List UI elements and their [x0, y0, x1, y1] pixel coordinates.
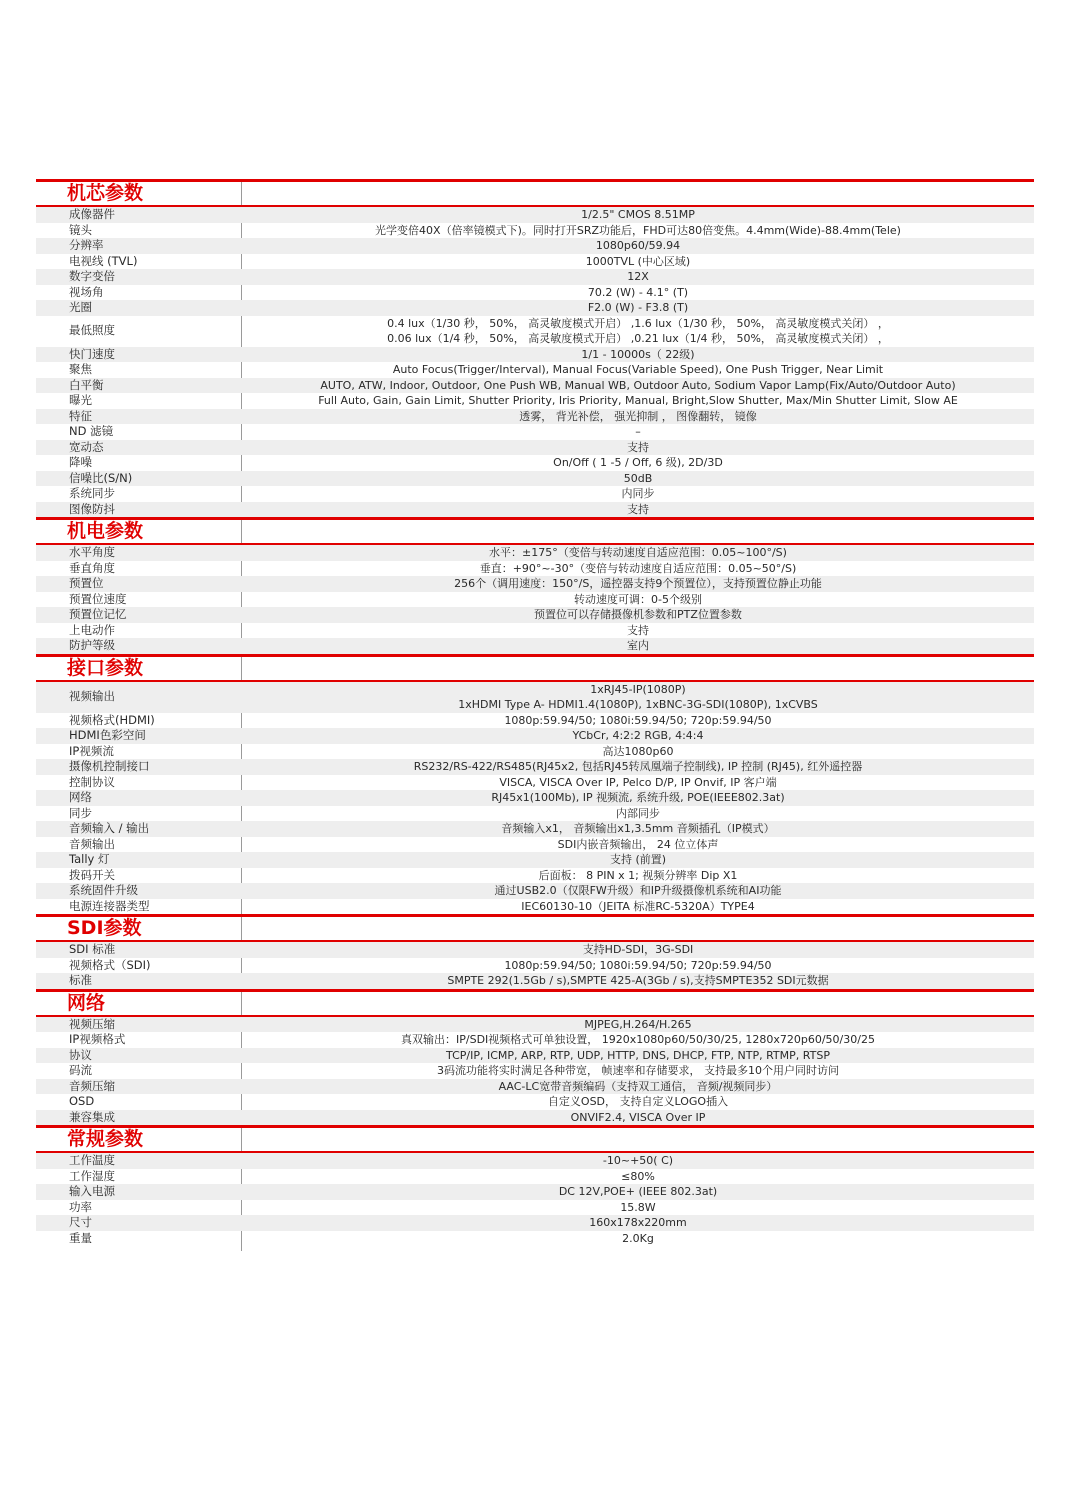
- spec-row: [36, 1079, 1034, 1095]
- spec-row: [36, 269, 1034, 285]
- spec-value: [242, 806, 1034, 822]
- spec-value: [242, 592, 1034, 608]
- spec-sheet: [36, 179, 1034, 1246]
- spec-value-line: 1xRJ45-IP(1080P): [590, 682, 686, 696]
- spec-value: [242, 759, 1034, 775]
- spec-label: 电视线 (TVL): [69, 253, 138, 268]
- spec-value: [242, 1184, 1034, 1200]
- spec-label: 同步: [69, 805, 92, 820]
- spec-label: IP视频流: [69, 743, 114, 758]
- spec-value: [242, 362, 1034, 378]
- spec-row: [36, 1153, 1034, 1169]
- spec-label: 特征: [69, 408, 92, 423]
- spec-row: [36, 1063, 1034, 1079]
- spec-label: 垂直角度: [69, 560, 115, 575]
- spec-value-line: 垂直：+90°~-30°（变倍与转动速度自适应范围：0.05~50°/S): [479, 561, 797, 575]
- spec-row: [36, 1048, 1034, 1064]
- spec-row: [36, 1017, 1034, 1033]
- spec-label: Tally 灯: [69, 852, 110, 866]
- spec-row: [36, 868, 1034, 884]
- spec-value-line: 1000TVL (中心区域): [585, 254, 691, 268]
- spec-value-line: Full Auto, Gain, Gain Limit, Shutter Priority, Iris Priority, Manual, Bright,Slow Shutter, Max/Min Shutter Limit, Slow AE: [318, 394, 958, 407]
- spec-row: [36, 607, 1034, 623]
- spec-value-line: 支持 (前置): [609, 853, 667, 866]
- spec-value-line: ONVIF2.4, VISCA Over IP: [570, 1110, 706, 1124]
- spec-label: 音频输出: [69, 836, 115, 851]
- spec-value-line: TCP/IP, ICMP, ARP, RTP, UDP, HTTP, DNS, DHCP, FTP, NTP, RTMP, RTSP: [446, 1048, 830, 1062]
- spec-label: 重量: [69, 1230, 92, 1245]
- spec-row: [36, 638, 1034, 654]
- spec-value: [242, 1169, 1034, 1185]
- section-title: 常规参数: [67, 1128, 144, 1150]
- spec-value: [242, 1079, 1034, 1095]
- spec-label: 视频格式（SDI): [69, 957, 151, 972]
- section-title: SDI参数: [67, 917, 142, 939]
- spec-value: [242, 607, 1034, 623]
- spec-row: [36, 728, 1034, 744]
- spec-label: 宽动态: [69, 439, 104, 454]
- spec-value: [242, 285, 1034, 301]
- spec-value-line: 支持: [627, 440, 649, 454]
- spec-label: 白平衡: [69, 377, 104, 392]
- spec-label: 预置位: [69, 576, 104, 590]
- section-header: [36, 989, 1034, 1017]
- spec-label: ND 滤镜: [69, 424, 114, 438]
- spec-label: 分辨率: [69, 238, 104, 252]
- spec-label: 兼容集成: [69, 1109, 115, 1124]
- spec-value-line: 真双输出：IP/SDI视频格式可单独设置， 1920x1080p60/50/30/25, 1280x720p60/50/30/25: [401, 1033, 875, 1046]
- spec-value: [242, 207, 1034, 223]
- spec-value-line: DC 12V,POE+ (IEEE 802.3at): [558, 1185, 718, 1198]
- spec-value: [242, 973, 1034, 989]
- spec-label: 输入电源: [69, 1184, 115, 1198]
- spec-value-line: 3码流功能将实时满足各种带宽， 帧速率和存储要求， 支持最多10个用户同时访问: [437, 1064, 839, 1077]
- spec-value: [242, 821, 1034, 837]
- spec-label: 尺寸: [69, 1215, 92, 1229]
- section-rows: [36, 545, 1034, 654]
- spec-section: [36, 989, 1034, 1126]
- spec-label: 信噪比(S/N): [69, 470, 133, 485]
- section-rows: [36, 207, 1034, 517]
- section-rows: [36, 942, 1034, 989]
- spec-value-line: F2.0 (W) - F3.8 (T): [587, 301, 689, 314]
- spec-label: HDMI色彩空间: [69, 728, 146, 742]
- spec-value: [242, 440, 1034, 456]
- spec-value-line: 转动速度可调：0-5个级别: [574, 592, 702, 606]
- spec-label: 标准: [69, 973, 92, 987]
- spec-value: [242, 883, 1034, 899]
- spec-row: [36, 942, 1034, 958]
- section-header: [36, 179, 1034, 207]
- spec-row: [36, 806, 1034, 822]
- spec-label: 码流: [69, 1063, 92, 1077]
- spec-value: [242, 269, 1034, 285]
- spec-value-line: –: [635, 425, 641, 438]
- spec-row: [36, 775, 1034, 791]
- spec-row: [36, 1215, 1034, 1231]
- spec-value: [242, 790, 1034, 806]
- spec-value: [242, 561, 1034, 577]
- spec-value: [242, 1063, 1034, 1079]
- spec-row: [36, 899, 1034, 915]
- spec-value-line: 50dB: [623, 471, 653, 485]
- spec-row: [36, 790, 1034, 806]
- spec-section: [36, 179, 1034, 517]
- spec-label: 电源连接器类型: [69, 898, 150, 913]
- spec-value: [242, 316, 1034, 347]
- spec-value-line: 1080p60/59.94: [595, 239, 681, 252]
- spec-value: [242, 393, 1034, 409]
- spec-row: [36, 207, 1034, 223]
- spec-value-line: SMPTE 292(1.5Gb / s),SMPTE 425-A(3Gb / s),支持SMPTE352 SDI元数据: [447, 974, 829, 987]
- spec-label: 最低照度: [69, 323, 115, 338]
- spec-value-line: 内同步: [621, 487, 655, 500]
- spec-label: 预置位记忆: [69, 607, 127, 621]
- spec-row: [36, 1200, 1034, 1216]
- section-rows: [36, 1153, 1034, 1246]
- spec-row: [36, 623, 1034, 639]
- spec-label: 预置位速度: [69, 591, 127, 606]
- spec-value-line: SDI内嵌音频输出， 24 位立体声: [557, 837, 719, 851]
- spec-row: [36, 347, 1034, 363]
- spec-value-line: 70.2 (W) - 4.1° (T): [587, 285, 689, 299]
- spec-value-line: On/Off ( 1 -5 / Off, 6 级), 2D/3D: [553, 456, 723, 469]
- spec-label: 数字变倍: [69, 269, 115, 283]
- spec-row: [36, 713, 1034, 729]
- spec-value-line: 支持: [627, 623, 649, 637]
- section-title: 接口参数: [67, 656, 144, 679]
- spec-value: [242, 1032, 1034, 1048]
- spec-label: OSD: [69, 1094, 95, 1108]
- spec-value-line: ≤80%: [621, 1169, 655, 1183]
- spec-value: [242, 378, 1034, 394]
- spec-row: [36, 254, 1034, 270]
- spec-section: [36, 654, 1034, 915]
- spec-row: [36, 1231, 1034, 1247]
- spec-value-line: MJPEG,H.264/H.265: [584, 1017, 692, 1031]
- spec-value-line: 音频输入x1， 音频输出x1,3.5mm 音频插孔（IP模式）: [501, 822, 775, 835]
- spec-value-line: 1/1 - 10000s（ 22级): [581, 347, 695, 361]
- spec-value-line: 后面板： 8 PIN x 1; 视频分辨率 Dip X1: [538, 868, 738, 882]
- spec-label: 水平角度: [69, 545, 115, 559]
- spec-label: 拨码开关: [69, 867, 115, 882]
- spec-label: 防护等级: [69, 638, 115, 652]
- spec-value-line: -10~+50( C): [602, 1154, 674, 1167]
- spec-row: [36, 1110, 1034, 1126]
- spec-value-line: 1xHDMI Type A- HDMI1.4(1080P), 1xBNC-3G-SDI(1080P), 1xCVBS: [458, 698, 818, 711]
- section-title: 机芯参数: [67, 182, 144, 204]
- spec-value-line: 1080p:59.94/50; 1080i:59.94/50; 720p:59.94/50: [504, 958, 772, 972]
- spec-row: [36, 852, 1034, 868]
- spec-row: [36, 682, 1034, 713]
- spec-label: 协议: [69, 1047, 92, 1062]
- spec-label: 控制协议: [69, 774, 115, 789]
- spec-label: 音频输入 / 输出: [69, 821, 150, 835]
- spec-row: [36, 545, 1034, 561]
- spec-row: [36, 486, 1034, 502]
- spec-label: 网络: [69, 790, 92, 804]
- spec-row: [36, 378, 1034, 394]
- spec-value-line: 内部同步: [616, 806, 660, 820]
- spec-row: [36, 502, 1034, 518]
- spec-label: 视频输出: [69, 689, 115, 704]
- spec-value-line: 自定义OSD， 支持自定义LOGO插入: [547, 1095, 729, 1108]
- spec-row: [36, 362, 1034, 378]
- spec-value: [242, 486, 1034, 502]
- spec-value: [242, 638, 1034, 654]
- spec-row: [36, 958, 1034, 974]
- spec-row: [36, 592, 1034, 608]
- spec-row: [36, 455, 1034, 471]
- spec-value: [242, 1017, 1034, 1033]
- spec-value-line: 1080p:59.94/50; 1080i:59.94/50; 720p:59.94/50: [504, 713, 772, 727]
- section-rows: [36, 1017, 1034, 1126]
- spec-label: 视频压缩: [69, 1016, 115, 1031]
- spec-row: [36, 1032, 1034, 1048]
- spec-value-line: 室内: [627, 639, 649, 652]
- spec-row: [36, 576, 1034, 592]
- section-header: [36, 517, 1034, 545]
- spec-value-line: VISCA, VISCA Over IP, Pelco D/P, IP Onvif, IP 客户端: [499, 775, 777, 789]
- spec-value: [242, 254, 1034, 270]
- spec-label: 曝光: [69, 393, 92, 407]
- spec-row: [36, 316, 1034, 347]
- section-title: 网络: [67, 991, 106, 1014]
- spec-value-line: 光学变倍40X（倍率镜模式下)。同时打开SRZ功能后，FHD可达80倍变焦。4.4mm(Wide)-88.4mm(Tele): [375, 223, 901, 237]
- spec-label: 降噪: [69, 455, 92, 469]
- spec-row: [36, 759, 1034, 775]
- spec-value-line: RJ45x1(100Mb), IP 视频流, 系统升级, POE(IEEE802.3at): [491, 791, 785, 804]
- spec-value: [242, 958, 1034, 974]
- spec-row: [36, 238, 1034, 254]
- spec-value-line: 水平：±175°（变倍与转动速度自适应范围：0.05~100°/S): [489, 546, 787, 559]
- section-header: [36, 914, 1034, 942]
- spec-row: [36, 1184, 1034, 1200]
- spec-row: [36, 285, 1034, 301]
- spec-value: [242, 713, 1034, 729]
- spec-row: [36, 973, 1034, 989]
- section-header: [36, 654, 1034, 682]
- spec-value: [242, 852, 1034, 868]
- spec-value-line: AAC-LC宽带音频编码（支持双工通信， 音频/视频同步）: [498, 1079, 778, 1093]
- spec-row: [36, 821, 1034, 837]
- section-rows: [36, 682, 1034, 915]
- spec-row: [36, 409, 1034, 425]
- spec-value-line: AUTO, ATW, Indoor, Outdoor, One Push WB, Manual WB, Outdoor Auto, Sodium Vapor Lamp(Fix/Auto/Outdoor Auto): [320, 378, 956, 392]
- spec-label: 聚焦: [69, 362, 92, 376]
- spec-label: 系统固件升级: [69, 883, 138, 897]
- spec-value: [242, 409, 1034, 425]
- spec-value: [242, 744, 1034, 760]
- spec-value-line: 0.06 lux（1/4 秒， 50%， 高灵敏度模式开启） ,0.21 lux（1/4 秒， 50%， 高灵敏度模式关闭） ，: [387, 332, 889, 345]
- spec-label: 系统同步: [69, 486, 115, 500]
- spec-value: [242, 775, 1034, 791]
- spec-value: [242, 424, 1034, 440]
- spec-value-line: YCbCr, 4:2:2 RGB, 4:4:4: [572, 729, 704, 742]
- spec-value: [242, 300, 1034, 316]
- spec-row: [36, 561, 1034, 577]
- spec-value: [242, 455, 1034, 471]
- spec-value-line: 预置位可以存储摄像机参数和PTZ位置参数: [534, 608, 742, 621]
- spec-label: 功率: [69, 1199, 92, 1214]
- spec-label: 镜头: [69, 222, 92, 237]
- section-header: [36, 1125, 1034, 1153]
- spec-value: [242, 1231, 1034, 1247]
- spec-label: 图像防抖: [69, 501, 115, 516]
- spec-value-line: 1/2.5" CMOS 8.51MP: [581, 208, 695, 221]
- spec-row: [36, 883, 1034, 899]
- spec-value: [242, 1048, 1034, 1064]
- spec-value: [242, 682, 1034, 713]
- spec-value-line: 0.4 lux（1/30 秒， 50%， 高灵敏度模式开启） ,1.6 lux（1/30 秒， 50%， 高灵敏度模式关闭） ，: [387, 316, 889, 330]
- spec-value: [242, 471, 1034, 487]
- spec-label: 摄像机控制接口: [69, 759, 150, 773]
- spec-label: IP视频格式: [69, 1032, 126, 1046]
- spec-value: [242, 347, 1034, 363]
- spec-value: [242, 1215, 1034, 1231]
- spec-row: [36, 744, 1034, 760]
- spec-value-line: 12X: [627, 270, 649, 283]
- spec-value-line: 15.8W: [620, 1200, 656, 1214]
- spec-section: [36, 1125, 1034, 1246]
- spec-row: [36, 300, 1034, 316]
- spec-value: [242, 545, 1034, 561]
- spec-label: 光圈: [69, 300, 92, 314]
- section-title: 机电参数: [67, 520, 144, 542]
- spec-value: [242, 728, 1034, 744]
- spec-value-line: RS232/RS-422/RS485(RJ45x2, 包括RJ45转凤凰端子控制线), IP 控制 (RJ45), 红外遥控器: [413, 760, 863, 773]
- spec-value-line: 256个（调用速度：150°/S，遥控器支持9个预置位），支持预置位静止功能: [454, 577, 822, 590]
- spec-value: [242, 623, 1034, 639]
- spec-value: [242, 1153, 1034, 1169]
- spec-row: [36, 440, 1034, 456]
- spec-value-line: 高达1080p60: [602, 744, 674, 758]
- spec-value: [242, 238, 1034, 254]
- spec-row: [36, 471, 1034, 487]
- spec-value: [242, 223, 1034, 239]
- spec-value-line: 通过USB2.0（仅限FW升级）和IP升级摄像机系统和AI功能: [494, 884, 782, 897]
- spec-value-line: IEC60130-10（JEITA 标准RC-5320A）TYPE4: [521, 899, 755, 913]
- spec-value-line: 支持: [627, 502, 649, 516]
- spec-value: [242, 1094, 1034, 1110]
- spec-label: 上电动作: [69, 622, 115, 637]
- spec-label: 成像器件: [69, 207, 115, 221]
- spec-label: 工作温度: [69, 1153, 115, 1167]
- spec-row: [36, 223, 1034, 239]
- spec-label: 音频压缩: [69, 1078, 115, 1093]
- spec-value: [242, 899, 1034, 915]
- spec-value-line: 2.0Kg: [622, 1231, 654, 1245]
- spec-value: [242, 942, 1034, 958]
- spec-section: [36, 914, 1034, 989]
- spec-row: [36, 393, 1034, 409]
- spec-label: 快门速度: [69, 346, 115, 361]
- spec-value: [242, 1200, 1034, 1216]
- spec-value: [242, 837, 1034, 853]
- spec-label: SDI 标准: [69, 942, 116, 956]
- spec-row: [36, 424, 1034, 440]
- spec-row: [36, 1094, 1034, 1110]
- spec-value: [242, 576, 1034, 592]
- spec-section: [36, 517, 1034, 654]
- spec-value-line: 支持HD-SDI，3G-SDI: [582, 943, 694, 956]
- spec-value: [242, 502, 1034, 518]
- spec-value: [242, 1110, 1034, 1126]
- spec-value-line: 160x178x220mm: [589, 1216, 687, 1229]
- spec-label: 视频格式(HDMI): [69, 712, 155, 727]
- spec-label: 视场角: [69, 284, 104, 299]
- spec-value-line: 透雾， 背光补偿， 强光抑制 ， 图像翻转， 镜像: [519, 409, 757, 423]
- spec-value-line: Auto Focus(Trigger/Interval), Manual Focus(Variable Speed), One Push Trigger, Near Limit: [392, 363, 884, 376]
- spec-value: [242, 868, 1034, 884]
- spec-label: 工作湿度: [69, 1168, 115, 1183]
- spec-row: [36, 837, 1034, 853]
- spec-row: [36, 1169, 1034, 1185]
